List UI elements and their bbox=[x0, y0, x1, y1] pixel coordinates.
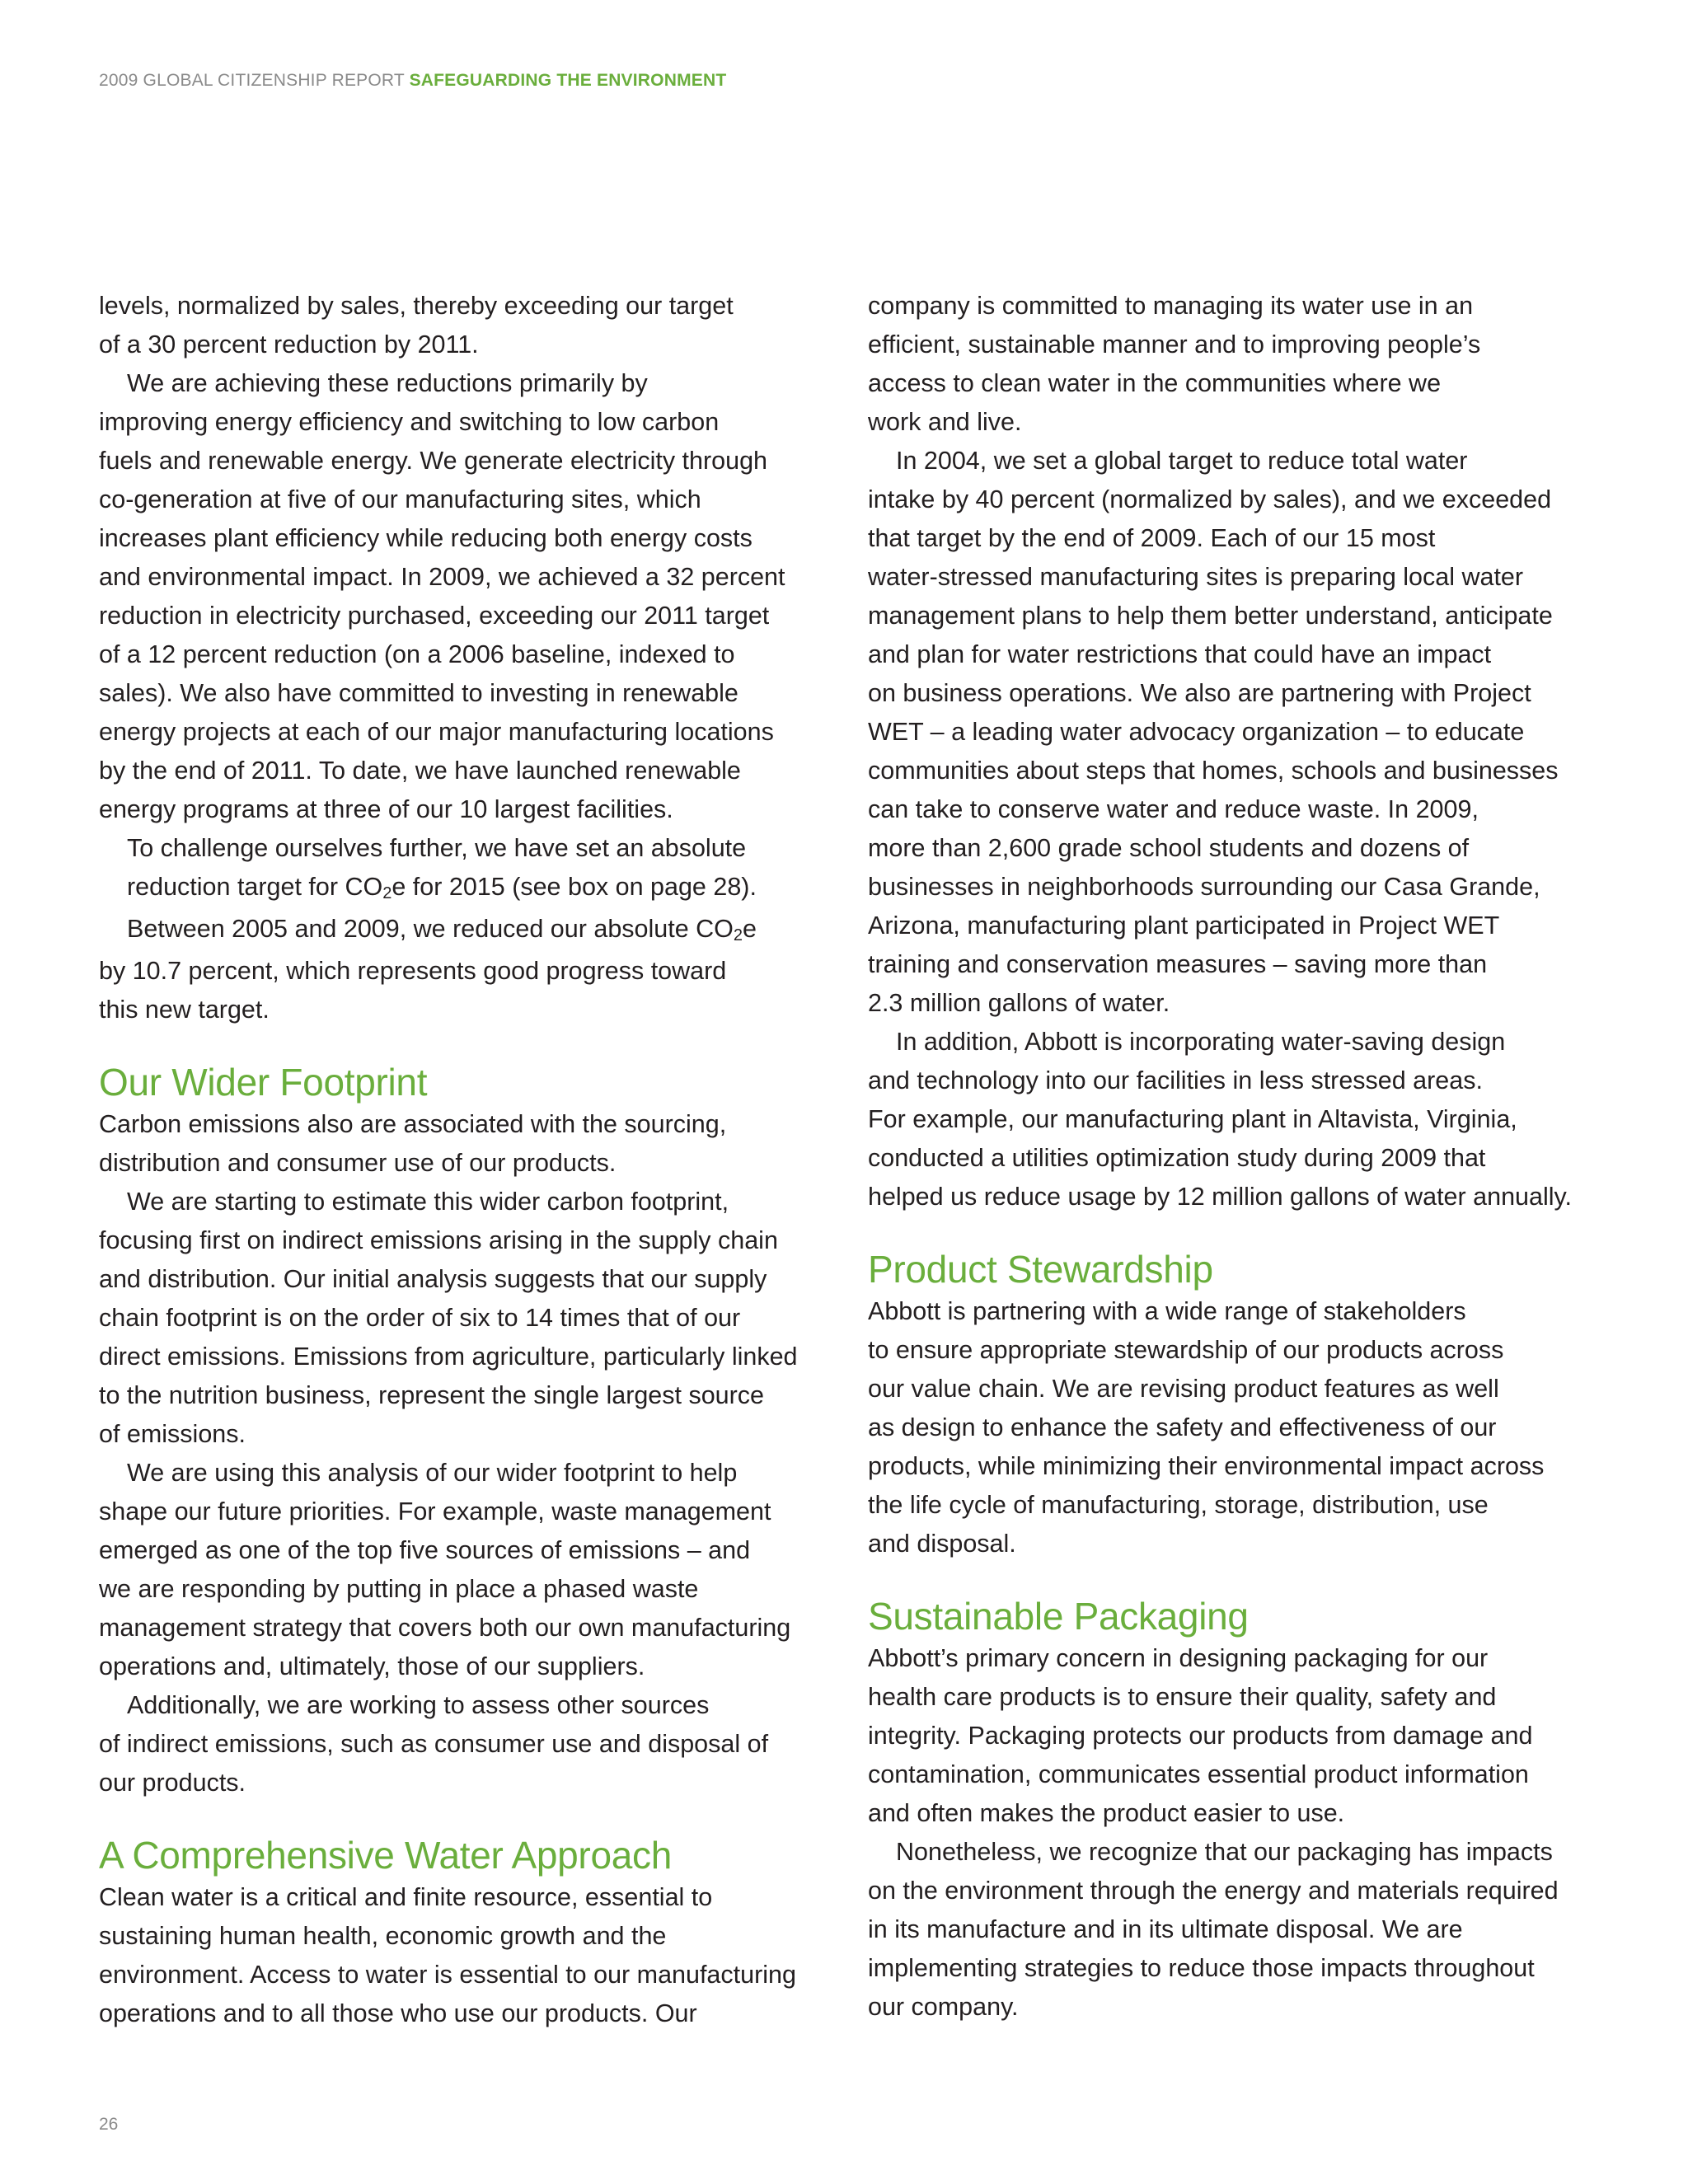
text-line: We are achieving these reductions primarily by bbox=[127, 369, 648, 397]
text-line: co-generation at five of our manufacturing sites, which bbox=[99, 485, 701, 513]
text-line: In 2004, we set a global target to reduce total water bbox=[896, 447, 1468, 475]
text-line: water-stressed manufacturing sites is preparing local water bbox=[868, 563, 1524, 591]
text-line: more than 2,600 grade school students and dozens of bbox=[868, 834, 1470, 862]
text-line: distribution and consumer use of our products. bbox=[99, 1149, 617, 1177]
paragraph bbox=[99, 1686, 824, 1802]
section-title: SAFEGUARDING THE ENVIRONMENT bbox=[409, 71, 727, 90]
text-line: emerged as one of the top five sources of emissions – and bbox=[99, 1536, 751, 1564]
text-line: work and live. bbox=[868, 408, 1022, 436]
left-column bbox=[99, 287, 824, 2033]
text-line: intake by 40 percent (normalized by sales), and we exceeded bbox=[868, 485, 1552, 513]
paragraph bbox=[868, 287, 1593, 442]
text-line: conducted a utilities optimization study during 2009 that bbox=[868, 1144, 1486, 1172]
text-line: businesses in neighborhoods surrounding our Casa Grande, bbox=[868, 873, 1540, 901]
text-line: access to clean water in the communities where we bbox=[868, 369, 1442, 397]
text-line: implementing strategies to reduce those impacts throughout bbox=[868, 1954, 1535, 1982]
text-line: that target by the end of 2009. Each of our 15 most bbox=[868, 524, 1436, 552]
text-line: fuels and renewable energy. We generate electricity through bbox=[99, 447, 767, 475]
subscript: 2 bbox=[733, 926, 743, 944]
text-line: we are responding by putting in place a phased waste bbox=[99, 1575, 699, 1603]
text-line: shape our future priorities. For example, waste management bbox=[99, 1497, 771, 1526]
text-line: our value chain. We are revising product features as well bbox=[868, 1375, 1499, 1403]
text-line: and plan for water restrictions that could have an impact bbox=[868, 640, 1492, 668]
text-line: Nonetheless, we recognize that our packaging has impacts bbox=[896, 1838, 1553, 1866]
text-line: health care products is to ensure their quality, safety and bbox=[868, 1683, 1497, 1711]
section-heading: Our Wider Footprint bbox=[99, 1061, 428, 1104]
text-line: and disposal. bbox=[868, 1530, 1016, 1558]
paragraph bbox=[99, 287, 824, 364]
text-line: can take to conserve water and reduce waste. In 2009, bbox=[868, 795, 1479, 823]
text-line: on the environment through the energy and materials required bbox=[868, 1877, 1559, 1905]
text-line: by 10.7 percent, which represents good progress toward bbox=[99, 957, 727, 985]
text-line: of emissions. bbox=[99, 1420, 246, 1448]
text-line: our products. bbox=[99, 1769, 246, 1797]
text-line: and distribution. Our initial analysis suggests that our supply bbox=[99, 1265, 767, 1293]
text-line: on business operations. We also are partnering with Project bbox=[868, 679, 1531, 707]
text-line: and technology into our facilities in less stressed areas. bbox=[868, 1066, 1483, 1094]
paragraph bbox=[868, 1639, 1593, 1833]
report-title: 2009 GLOBAL CITIZENSHIP REPORT bbox=[99, 71, 405, 90]
text-line: operations and, ultimately, those of our suppliers. bbox=[99, 1652, 645, 1680]
subscript: 2 bbox=[382, 884, 392, 902]
text-line: efficient, sustainable manner and to improving people’s bbox=[868, 330, 1481, 359]
text-line: focusing first on indirect emissions arising in the supply chain bbox=[99, 1226, 778, 1254]
section-heading: Product Stewardship bbox=[868, 1248, 1213, 1291]
text-line: communities about steps that homes, schools and businesses bbox=[868, 757, 1559, 785]
text-line: products, while minimizing their environmental impact across bbox=[868, 1452, 1545, 1480]
text-line: contamination, communicates essential product information bbox=[868, 1760, 1529, 1788]
paragraph bbox=[868, 442, 1593, 1023]
text-line: as design to enhance the safety and effectiveness of our bbox=[868, 1413, 1497, 1441]
text-line: and often makes the product easier to use. bbox=[868, 1799, 1345, 1827]
text-line: To challenge ourselves further, we have set an absolute bbox=[127, 834, 747, 862]
text-line: helped us reduce usage by 12 million gallons of water annually. bbox=[868, 1183, 1572, 1211]
text-line: We are starting to estimate this wider carbon footprint, bbox=[127, 1188, 729, 1216]
text-line: Abbott’s primary concern in designing packaging for our bbox=[868, 1644, 1489, 1672]
text-line: Clean water is a critical and finite resource, essential to bbox=[99, 1883, 713, 1911]
text-line: by the end of 2011. To date, we have launched renewable bbox=[99, 757, 741, 785]
text-line: management plans to help them better understand, anticipate bbox=[868, 602, 1553, 630]
text-line: Abbott is partnering with a wide range of stakeholders bbox=[868, 1297, 1466, 1325]
paragraph bbox=[868, 1292, 1593, 1563]
paragraph bbox=[99, 364, 824, 829]
section-heading: A Comprehensive Water Approach bbox=[99, 1834, 672, 1877]
text-line: chain footprint is on the order of six to 14 times that of our bbox=[99, 1304, 741, 1332]
text-line: reduction target for CO2e for 2015 (see box on page 28). bbox=[127, 873, 757, 902]
text-line: Carbon emissions also are associated with the sourcing, bbox=[99, 1110, 727, 1138]
text-line: to ensure appropriate stewardship of our products across bbox=[868, 1336, 1504, 1364]
text-line: to the nutrition business, represent the single largest source bbox=[99, 1381, 765, 1409]
text-line: levels, normalized by sales, thereby exceeding our target bbox=[99, 292, 734, 320]
text-line: improving energy efficiency and switching to low carbon bbox=[99, 408, 720, 436]
text-line: of a 12 percent reduction (on a 2006 baseline, indexed to bbox=[99, 640, 735, 668]
page-number: 26 bbox=[99, 2115, 119, 2134]
text-line: Between 2005 and 2009, we reduced our absolute CO2e bbox=[127, 915, 757, 944]
text-line: training and conservation measures – saving more than bbox=[868, 950, 1488, 978]
right-column bbox=[868, 287, 1593, 2027]
text-line: energy programs at three of our 10 largest facilities. bbox=[99, 795, 673, 823]
text-line: direct emissions. Emissions from agriculture, particularly linked bbox=[99, 1343, 798, 1371]
text-line: We are using this analysis of our wider footprint to help bbox=[127, 1459, 738, 1487]
section-heading: Sustainable Packaging bbox=[868, 1595, 1249, 1638]
text-line: For example, our manufacturing plant in Altavista, Virginia, bbox=[868, 1105, 1517, 1133]
running-header bbox=[99, 71, 726, 91]
text-line: of indirect emissions, such as consumer use and disposal of bbox=[99, 1730, 769, 1758]
text-line: our company. bbox=[868, 1993, 1019, 2021]
text-line: integrity. Packaging protects our products from damage and bbox=[868, 1722, 1533, 1750]
text-line: energy projects at each of our major manufacturing locations bbox=[99, 718, 774, 746]
text-line: In addition, Abbott is incorporating water-saving design bbox=[896, 1028, 1506, 1056]
text-line: environment. Access to water is essential to our manufacturing bbox=[99, 1961, 796, 1989]
text-line: in its manufacture and in its ultimate disposal. We are bbox=[868, 1915, 1463, 1943]
paragraph bbox=[99, 1183, 824, 1454]
text-line: Arizona, manufacturing plant participated in Project WET bbox=[868, 912, 1500, 940]
paragraph bbox=[99, 1878, 824, 2033]
text-line: increases plant efficiency while reducing both energy costs bbox=[99, 524, 753, 552]
paragraph bbox=[99, 1105, 824, 1183]
text-line: this new target. bbox=[99, 996, 270, 1024]
text-line: reduction in electricity purchased, exceeding our 2011 target bbox=[99, 602, 770, 630]
paragraph bbox=[868, 1833, 1593, 2027]
paragraph bbox=[99, 1454, 824, 1686]
text-line: WET – a leading water advocacy organization – to educate bbox=[868, 718, 1525, 746]
text-line: and environmental impact. In 2009, we achieved a 32 percent bbox=[99, 563, 785, 591]
text-line: company is committed to managing its water use in an bbox=[868, 292, 1474, 320]
text-line: the life cycle of manufacturing, storage, distribution, use bbox=[868, 1491, 1489, 1519]
text-line: 2.3 million gallons of water. bbox=[868, 989, 1170, 1017]
text-line: of a 30 percent reduction by 2011. bbox=[99, 330, 479, 359]
paragraph bbox=[99, 829, 824, 1029]
paragraph bbox=[868, 1023, 1593, 1216]
text-line: management strategy that covers both our own manufacturing bbox=[99, 1614, 791, 1642]
text-line: sales). We also have committed to investing in renewable bbox=[99, 679, 738, 707]
text-line: Additionally, we are working to assess other sources bbox=[127, 1691, 710, 1719]
text-line: operations and to all those who use our products. Our bbox=[99, 1999, 697, 2027]
text-line: sustaining human health, economic growth and the bbox=[99, 1922, 667, 1950]
